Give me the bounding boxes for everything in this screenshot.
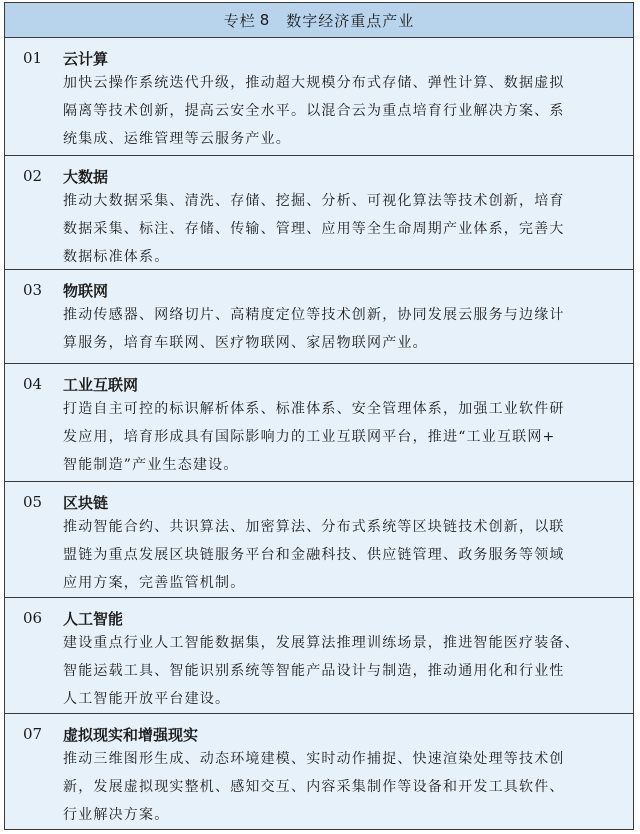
section-title: 云计算 [63,49,109,68]
section-body [63,69,623,153]
section-body [63,187,623,270]
section-title: 物联网 [63,281,109,300]
body-line: 新，发展虚拟现实整机、感知交互、内容采集制作等设备和开发工具软件、 [63,779,565,795]
section-vr-ar [5,714,633,829]
section-title: 工业互联网 [63,375,139,394]
body-line: 盟链为重点发展区块链服务平台和金融科技、供应链管理、政务服务等领域 [63,547,565,563]
section-number: 06 [23,609,43,627]
section-cloud-computing [5,38,633,156]
section-number: 03 [23,281,43,299]
section-number: 04 [23,375,43,393]
section-title: 虚拟现实和增强现实 [63,725,199,744]
body-line: 加快云操作系统迭代升级，推动超大规模分布式存储、弹性计算、数据虚拟 [63,75,565,91]
body-line: 统集成、运维管理等云服务产业。 [63,131,291,147]
column-box [4,2,634,830]
body-line: 隔离等技术创新，提高云安全水平。以混合云为重点培育行业解决方案、系 [63,103,565,119]
body-line: 智能制造”产业生态建设。 [63,457,239,473]
body-line: 发应用，培育形成具有国际影响力的工业互联网平台，推进“工业互联网+ [63,429,556,445]
section-iot [5,270,633,364]
section-number: 05 [23,493,43,511]
column-header [5,3,633,38]
body-line: 行业解决方案。 [63,807,170,823]
column-number: 8 [259,11,271,29]
section-body [63,745,623,829]
body-line: 推动智能合约、共识算法、加密算法、分布式系统等区块链技术创新，以联 [63,519,565,535]
section-number: 07 [23,725,43,743]
section-title: 人工智能 [63,609,124,628]
body-line: 智能运载工具、智能识别系统等智能产品设计与制造，推动通用化和行业性 [63,663,565,679]
body-line: 数据标准体系。 [63,249,170,265]
section-body [63,513,623,597]
section-body [63,301,623,357]
body-line: 建设重点行业人工智能数据集，发展算法推理训练场景，推进智能医疗装备、 [63,635,580,651]
section-number: 01 [23,49,43,67]
body-line: 打造自主可控的标识解析体系、标准体系、安全管理体系，加强工业软件研 [63,401,565,417]
body-line: 算服务，培育车联网、医疗物联网、家居物联网产业。 [63,335,428,351]
body-line: 推动传感器、网络切片、高精度定位等技术创新，协同发展云服务与边缘计 [63,307,565,323]
section-body [63,629,623,713]
body-line: 数据采集、标注、存储、传输、管理、应用等全生命周期产业体系，完善大 [63,221,565,237]
section-body [63,395,623,479]
section-big-data [5,156,633,270]
column-label: 专栏 [223,11,256,30]
body-line: 推动三维图形生成、动态环境建模、实时动作捕捉、快速渲染处理等技术创 [63,751,565,767]
section-title: 大数据 [63,167,109,186]
column-title: 数字经济重点产业 [286,11,415,30]
section-industrial-internet [5,364,633,482]
section-title: 区块链 [63,493,109,512]
body-line: 人工智能开放平台建设。 [63,691,231,707]
body-line: 推动大数据采集、清洗、存储、挖掘、分析、可视化算法等技术创新，培育 [63,193,565,209]
section-number: 02 [23,167,43,185]
body-line: 应用方案，完善监管机制。 [63,575,246,591]
section-ai [5,598,633,714]
section-blockchain [5,482,633,598]
